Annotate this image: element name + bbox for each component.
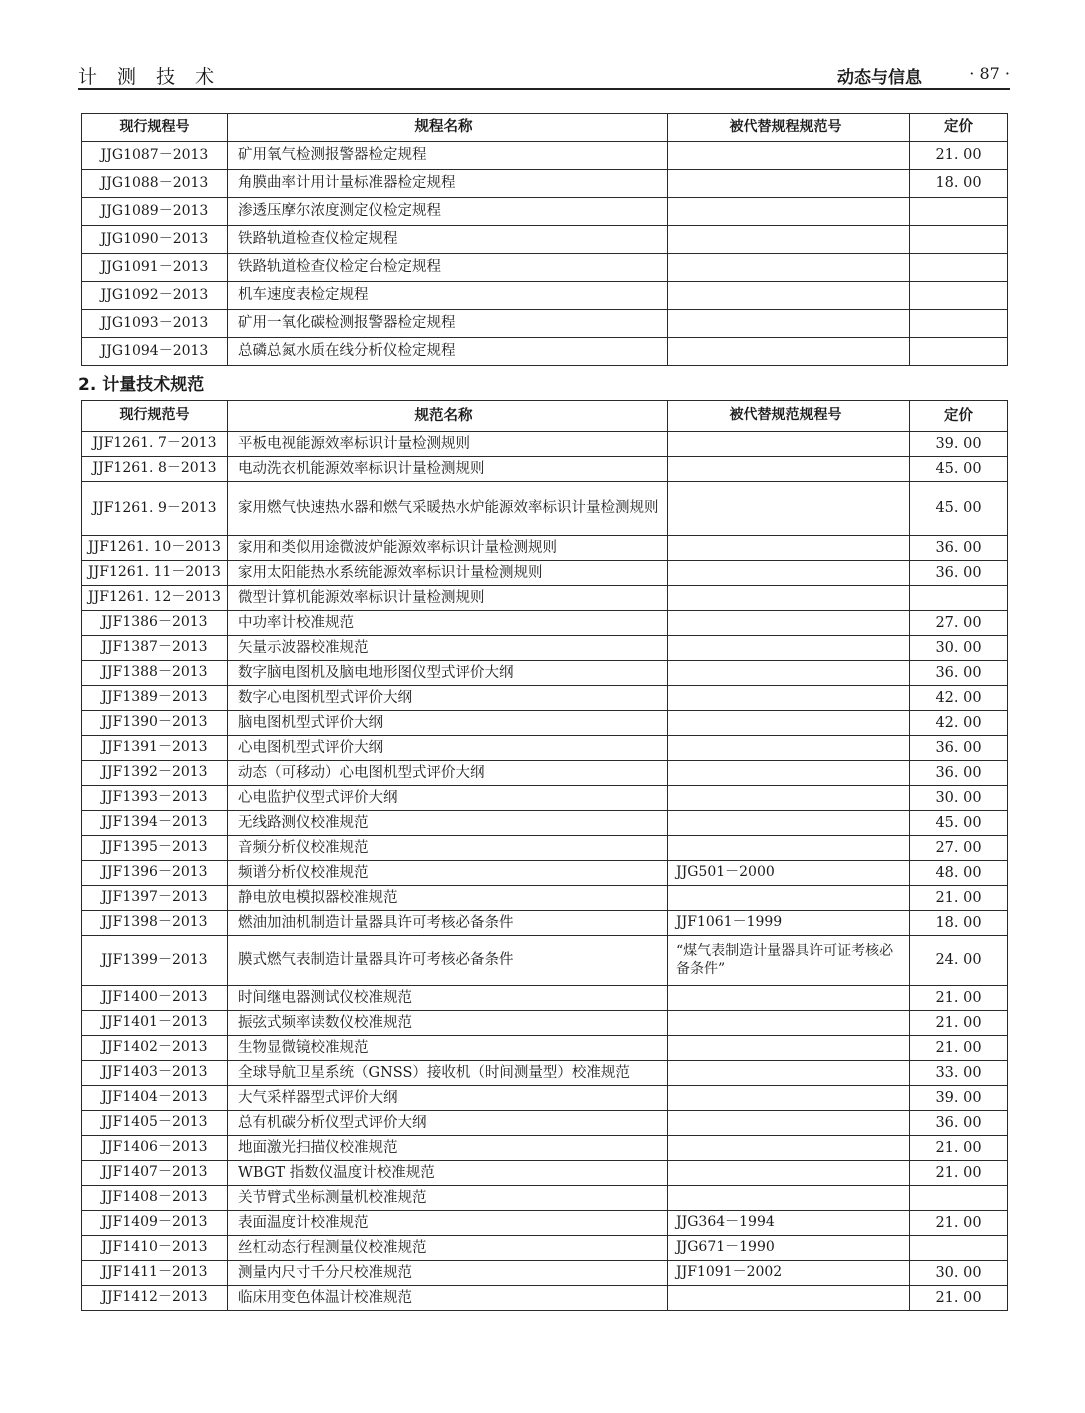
price-cell: 21. 00	[910, 142, 1008, 170]
price-cell: 27. 00	[910, 836, 1008, 861]
replaces-cell	[668, 1186, 910, 1211]
table-row	[82, 1061, 1008, 1086]
column-header: 定价	[910, 401, 1008, 432]
table-row	[82, 1186, 1008, 1211]
price-cell: 18. 00	[910, 170, 1008, 198]
replaces-cell: JJG671－1990	[668, 1236, 910, 1261]
code-cell: JJF1404－2013	[82, 1086, 228, 1111]
replaces-cell	[668, 1086, 910, 1111]
table-row	[82, 561, 1008, 586]
code-cell: JJG1092－2013	[82, 282, 228, 310]
name-cell: 丝杠动态行程测量仪校准规范	[228, 1236, 668, 1261]
price-cell	[910, 282, 1008, 310]
name-cell: 地面激光扫描仪校准规范	[228, 1136, 668, 1161]
code-cell: JJF1411－2013	[82, 1261, 228, 1286]
name-cell: 无线路测仪校准规范	[228, 811, 668, 836]
price-cell: 39. 00	[910, 432, 1008, 457]
price-cell: 21. 00	[910, 1136, 1008, 1161]
name-cell: 时间继电器测试仪校准规范	[228, 986, 668, 1011]
column-header: 规范名称	[228, 401, 668, 432]
price-cell: 30. 00	[910, 636, 1008, 661]
table-row	[82, 736, 1008, 761]
table-row	[82, 432, 1008, 457]
table-row	[82, 861, 1008, 886]
journal-title: 计 测 技 术	[78, 66, 222, 88]
price-cell: 21. 00	[910, 986, 1008, 1011]
page-header	[78, 62, 1010, 90]
price-cell: 45. 00	[910, 811, 1008, 836]
replaces-cell: JJF1061－1999	[668, 911, 910, 936]
table-row	[82, 170, 1008, 198]
code-cell: JJF1389－2013	[82, 686, 228, 711]
price-cell	[910, 254, 1008, 282]
table-row	[82, 711, 1008, 736]
code-cell: JJF1261. 7－2013	[82, 432, 228, 457]
name-cell: 测量内尺寸千分尺校准规范	[228, 1261, 668, 1286]
name-cell: 心电监护仪型式评价大纲	[228, 786, 668, 811]
code-cell: JJF1386－2013	[82, 611, 228, 636]
price-cell: 48. 00	[910, 861, 1008, 886]
code-cell: JJF1261. 8－2013	[82, 457, 228, 482]
price-cell: 36. 00	[910, 661, 1008, 686]
table-row	[82, 761, 1008, 786]
code-cell: JJF1387－2013	[82, 636, 228, 661]
replaces-cell	[668, 254, 910, 282]
name-cell: 矿用氧气检测报警器检定规程	[228, 142, 668, 170]
code-cell: JJG1091－2013	[82, 254, 228, 282]
name-cell: 机车速度表检定规程	[228, 282, 668, 310]
name-cell: 微型计算机能源效率标识计量检测规则	[228, 586, 668, 611]
replaces-cell	[668, 1111, 910, 1136]
code-cell: JJF1396－2013	[82, 861, 228, 886]
code-cell: JJF1394－2013	[82, 811, 228, 836]
table-row	[82, 1286, 1008, 1311]
name-cell: 动态（可移动）心电图机型式评价大纲	[228, 761, 668, 786]
replaces-cell	[668, 811, 910, 836]
replaces-cell	[668, 1061, 910, 1086]
code-cell: JJF1402－2013	[82, 1036, 228, 1061]
code-cell: JJG1093－2013	[82, 310, 228, 338]
price-cell: 21. 00	[910, 1211, 1008, 1236]
code-cell: JJF1393－2013	[82, 786, 228, 811]
price-cell: 18. 00	[910, 911, 1008, 936]
table-row	[82, 142, 1008, 170]
table-row	[82, 811, 1008, 836]
name-cell: 大气采样器型式评价大纲	[228, 1086, 668, 1111]
name-cell: 数字心电图机型式评价大纲	[228, 686, 668, 711]
price-cell: 42. 00	[910, 711, 1008, 736]
table-row	[82, 1236, 1008, 1261]
table-header-row	[82, 401, 1008, 432]
code-cell: JJG1087－2013	[82, 142, 228, 170]
name-cell: 家用太阳能热水系统能源效率标识计量检测规则	[228, 561, 668, 586]
price-cell: 21. 00	[910, 1011, 1008, 1036]
price-cell	[910, 1186, 1008, 1211]
replaces-cell	[668, 586, 910, 611]
table-header-row	[82, 114, 1008, 142]
code-cell: JJF1403－2013	[82, 1061, 228, 1086]
table-row	[82, 1011, 1008, 1036]
table-row	[82, 836, 1008, 861]
table-row	[82, 686, 1008, 711]
section-title: 2. 计量技术规范	[78, 375, 205, 395]
table-row	[82, 586, 1008, 611]
table-row	[82, 936, 1008, 986]
name-cell: 家用燃气快速热水器和燃气采暖热水炉能源效率标识计量检测规则	[228, 482, 668, 536]
code-cell: JJF1397－2013	[82, 886, 228, 911]
table-row	[82, 482, 1008, 536]
price-cell: 24. 00	[910, 936, 1008, 986]
replaces-cell	[668, 786, 910, 811]
header-rule	[78, 88, 1010, 90]
name-cell: 生物显微镜校准规范	[228, 1036, 668, 1061]
name-cell: 铁路轨道检查仪检定规程	[228, 226, 668, 254]
column-header: 现行规范号	[82, 401, 228, 432]
code-cell: JJF1409－2013	[82, 1211, 228, 1236]
table-row	[82, 254, 1008, 282]
table-row	[82, 338, 1008, 366]
replaces-cell	[668, 986, 910, 1011]
price-cell: 21. 00	[910, 1161, 1008, 1186]
name-cell: 电动洗衣机能源效率标识计量检测规则	[228, 457, 668, 482]
name-cell: 全球导航卫星系统（GNSS）接收机（时间测量型）校准规范	[228, 1061, 668, 1086]
code-cell: JJF1261. 10－2013	[82, 536, 228, 561]
name-cell: 矿用一氧化碳检测报警器检定规程	[228, 310, 668, 338]
replaces-cell	[668, 457, 910, 482]
column-header: 现行规程号	[82, 114, 228, 142]
table-row	[82, 1086, 1008, 1111]
table-row	[82, 986, 1008, 1011]
replaces-cell: JJF1091－2002	[668, 1261, 910, 1286]
price-cell	[910, 310, 1008, 338]
table-row	[82, 457, 1008, 482]
table-row	[82, 1036, 1008, 1061]
replaces-cell	[668, 170, 910, 198]
code-cell: JJF1391－2013	[82, 736, 228, 761]
price-cell: 27. 00	[910, 611, 1008, 636]
replaces-cell	[668, 561, 910, 586]
name-cell: 矢量示波器校准规范	[228, 636, 668, 661]
price-cell: 30. 00	[910, 1261, 1008, 1286]
replaces-cell: JJG501－2000	[668, 861, 910, 886]
name-cell: 中功率计校准规范	[228, 611, 668, 636]
replaces-cell	[668, 711, 910, 736]
code-cell: JJF1410－2013	[82, 1236, 228, 1261]
replaces-cell	[668, 736, 910, 761]
name-cell: 渗透压摩尔浓度测定仪检定规程	[228, 198, 668, 226]
price-cell: 30. 00	[910, 786, 1008, 811]
table-row	[82, 611, 1008, 636]
replaces-cell	[668, 686, 910, 711]
replaces-cell	[668, 636, 910, 661]
section-name: 动态与信息	[837, 68, 922, 88]
table-row	[82, 1136, 1008, 1161]
replaces-cell	[668, 761, 910, 786]
replaces-cell	[668, 142, 910, 170]
specifications-table	[81, 400, 1008, 1311]
name-cell: WBGT 指数仪温度计校准规范	[228, 1161, 668, 1186]
code-cell: JJF1401－2013	[82, 1011, 228, 1036]
code-cell: JJF1388－2013	[82, 661, 228, 686]
price-cell: 42. 00	[910, 686, 1008, 711]
replaces-cell: “煤气表制造计量器具许可证考核必备条件”	[668, 936, 910, 986]
name-cell: 平板电视能源效率标识计量检测规则	[228, 432, 668, 457]
column-header: 规程名称	[228, 114, 668, 142]
table-row	[82, 911, 1008, 936]
replaces-cell	[668, 886, 910, 911]
price-cell: 21. 00	[910, 1286, 1008, 1311]
replaces-cell	[668, 338, 910, 366]
code-cell: JJF1400－2013	[82, 986, 228, 1011]
price-cell: 39. 00	[910, 1086, 1008, 1111]
name-cell: 静电放电模拟器校准规范	[228, 886, 668, 911]
price-cell: 36. 00	[910, 761, 1008, 786]
name-cell: 振弦式频率读数仪校准规范	[228, 1011, 668, 1036]
price-cell: 36. 00	[910, 561, 1008, 586]
table-row	[82, 310, 1008, 338]
code-cell: JJF1261. 9－2013	[82, 482, 228, 536]
regulations-table	[81, 113, 1008, 366]
code-cell: JJF1406－2013	[82, 1136, 228, 1161]
price-cell: 36. 00	[910, 1111, 1008, 1136]
replaces-cell	[668, 611, 910, 636]
table-row	[82, 198, 1008, 226]
replaces-cell	[668, 198, 910, 226]
price-cell	[910, 1236, 1008, 1261]
price-cell	[910, 226, 1008, 254]
name-cell: 角膜曲率计用计量标准器检定规程	[228, 170, 668, 198]
name-cell: 关节臂式坐标测量机校准规范	[228, 1186, 668, 1211]
table-row	[82, 282, 1008, 310]
column-header: 被代替规范规程号	[668, 401, 910, 432]
code-cell: JJG1090－2013	[82, 226, 228, 254]
replaces-cell	[668, 310, 910, 338]
code-cell: JJF1392－2013	[82, 761, 228, 786]
replaces-cell	[668, 836, 910, 861]
price-cell: 45. 00	[910, 482, 1008, 536]
code-cell: JJF1395－2013	[82, 836, 228, 861]
table-row	[82, 226, 1008, 254]
name-cell: 家用和类似用途微波炉能源效率标识计量检测规则	[228, 536, 668, 561]
column-header: 被代替规程规范号	[668, 114, 910, 142]
replaces-cell: JJG364－1994	[668, 1211, 910, 1236]
name-cell: 总磷总氮水质在线分析仪检定规程	[228, 338, 668, 366]
replaces-cell	[668, 282, 910, 310]
table-row	[82, 886, 1008, 911]
replaces-cell	[668, 1161, 910, 1186]
table-row	[82, 636, 1008, 661]
code-cell: JJG1089－2013	[82, 198, 228, 226]
table-row	[82, 1211, 1008, 1236]
price-cell: 21. 00	[910, 1036, 1008, 1061]
code-cell: JJF1398－2013	[82, 911, 228, 936]
code-cell: JJF1261. 11－2013	[82, 561, 228, 586]
code-cell: JJF1405－2013	[82, 1111, 228, 1136]
table-row	[82, 536, 1008, 561]
replaces-cell	[668, 1136, 910, 1161]
name-cell: 燃油加油机制造计量器具许可考核必备条件	[228, 911, 668, 936]
name-cell: 膜式燃气表制造计量器具许可考核必备条件	[228, 936, 668, 986]
price-cell: 33. 00	[910, 1061, 1008, 1086]
price-cell: 45. 00	[910, 457, 1008, 482]
price-cell: 36. 00	[910, 536, 1008, 561]
name-cell: 频谱分析仪校准规范	[228, 861, 668, 886]
replaces-cell	[668, 432, 910, 457]
name-cell: 表面温度计校准规范	[228, 1211, 668, 1236]
code-cell: JJG1094－2013	[82, 338, 228, 366]
replaces-cell	[668, 661, 910, 686]
name-cell: 数字脑电图机及脑电地形图仪型式评价大纲	[228, 661, 668, 686]
price-cell	[910, 198, 1008, 226]
name-cell: 临床用变色体温计校准规范	[228, 1286, 668, 1311]
name-cell: 脑电图机型式评价大纲	[228, 711, 668, 736]
table-row	[82, 661, 1008, 686]
name-cell: 音频分析仪校准规范	[228, 836, 668, 861]
price-cell	[910, 338, 1008, 366]
code-cell: JJF1399－2013	[82, 936, 228, 986]
replaces-cell	[668, 226, 910, 254]
code-cell: JJG1088－2013	[82, 170, 228, 198]
code-cell: JJF1390－2013	[82, 711, 228, 736]
code-cell: JJF1408－2013	[82, 1186, 228, 1211]
code-cell: JJF1412－2013	[82, 1286, 228, 1311]
name-cell: 总有机碳分析仪型式评价大纲	[228, 1111, 668, 1136]
table-row	[82, 786, 1008, 811]
price-cell: 21. 00	[910, 886, 1008, 911]
table-row	[82, 1161, 1008, 1186]
code-cell: JJF1407－2013	[82, 1161, 228, 1186]
page-number: · 87 ·	[969, 64, 1010, 83]
name-cell: 铁路轨道检查仪检定台检定规程	[228, 254, 668, 282]
replaces-cell	[668, 536, 910, 561]
table-row	[82, 1111, 1008, 1136]
name-cell: 心电图机型式评价大纲	[228, 736, 668, 761]
table-row	[82, 1261, 1008, 1286]
replaces-cell	[668, 1036, 910, 1061]
price-cell	[910, 586, 1008, 611]
replaces-cell	[668, 1011, 910, 1036]
replaces-cell	[668, 1286, 910, 1311]
replaces-cell	[668, 482, 910, 536]
code-cell: JJF1261. 12－2013	[82, 586, 228, 611]
column-header: 定价	[910, 114, 1008, 142]
price-cell: 36. 00	[910, 736, 1008, 761]
